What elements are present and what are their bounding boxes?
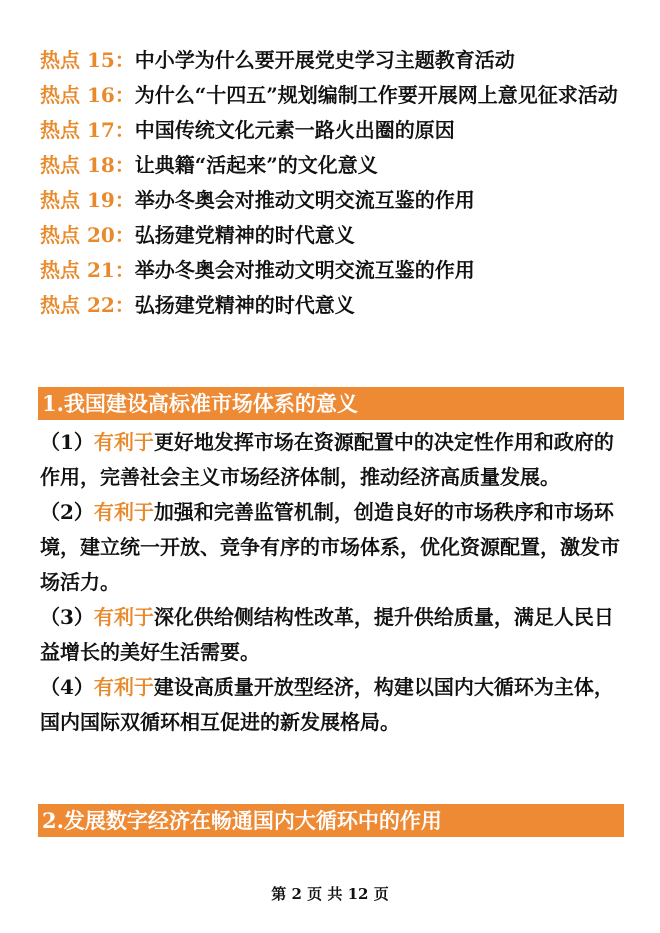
section-heading-1: 1.我国建设高标准市场体系的意义 [38, 387, 624, 420]
hot-topic-text: 中国传统文化元素一路火出圈的原因 [134, 118, 455, 142]
list-item [40, 670, 630, 740]
hot-topic-text: 弘扬建党精神的时代意义 [134, 223, 355, 247]
hot-topic-label: 热点 21： [40, 258, 135, 282]
hot-topic-label: 热点 19： [40, 188, 135, 212]
item-text: 加强和完善监管机制，创造良好的市场秩序和市场环境，建立统一开放、竞争有序的市场体系，优化资源配置，激发市场活力。 [40, 500, 620, 594]
item-keyword: 有利于 [93, 605, 154, 629]
hot-topic-item [40, 148, 630, 183]
hot-topic-item [40, 43, 630, 78]
hot-topic-label: 热点 20： [40, 223, 135, 247]
hot-topic-label: 热点 15： [40, 48, 135, 72]
hot-topic-item [40, 78, 630, 113]
hot-topic-item [40, 218, 630, 253]
list-item [40, 495, 630, 600]
item-keyword: 有利于 [93, 675, 154, 699]
item-number: （1） [40, 430, 94, 454]
item-keyword: 有利于 [93, 430, 154, 454]
hot-topic-list [40, 43, 630, 323]
item-text: 深化供给侧结构性改革，提升供给质量，满足人民日益增长的美好生活需要。 [40, 605, 614, 664]
hot-topic-text: 弘扬建党精神的时代意义 [134, 293, 355, 317]
hot-topic-text: 让典籍“活起来”的文化意义 [134, 153, 378, 177]
hot-topic-text: 为什么“十四五”规划编制工作要开展网上意见征求活动 [134, 83, 618, 107]
hot-topic-label: 热点 16： [40, 83, 135, 107]
item-text: 建设高质量开放型经济，构建以国内大循环为主体，国内国际双循环相互促进的新发展格局。 [40, 675, 614, 734]
item-number: （4） [40, 675, 94, 699]
item-number: （2） [40, 500, 94, 524]
section-heading-2: 2.发展数字经济在畅通国内大循环中的作用 [38, 804, 624, 837]
hot-topic-label: 热点 22： [40, 293, 135, 317]
hot-topic-item [40, 183, 630, 218]
list-item [40, 600, 630, 670]
hot-topic-label: 热点 17： [40, 118, 135, 142]
hot-topic-item [40, 288, 630, 323]
item-number: （3） [40, 605, 94, 629]
section-1-body [40, 425, 630, 740]
hot-topic-item [40, 253, 630, 288]
hot-topic-text: 中小学为什么要开展党史学习主题教育活动 [134, 48, 515, 72]
list-item [40, 425, 630, 495]
item-keyword: 有利于 [93, 500, 154, 524]
hot-topic-text: 举办冬奥会对推动文明交流互鉴的作用 [134, 258, 475, 282]
hot-topic-label: 热点 18： [40, 153, 135, 177]
hot-topic-text: 举办冬奥会对推动文明交流互鉴的作用 [134, 188, 475, 212]
hot-topic-item [40, 113, 630, 148]
item-text: 更好地发挥市场在资源配置中的决定性作用和政府的作用，完善社会主义市场经济体制，推动经济高质量发展。 [40, 430, 614, 489]
page-number-footer: 第 2 页 共 12 页 [271, 885, 389, 903]
